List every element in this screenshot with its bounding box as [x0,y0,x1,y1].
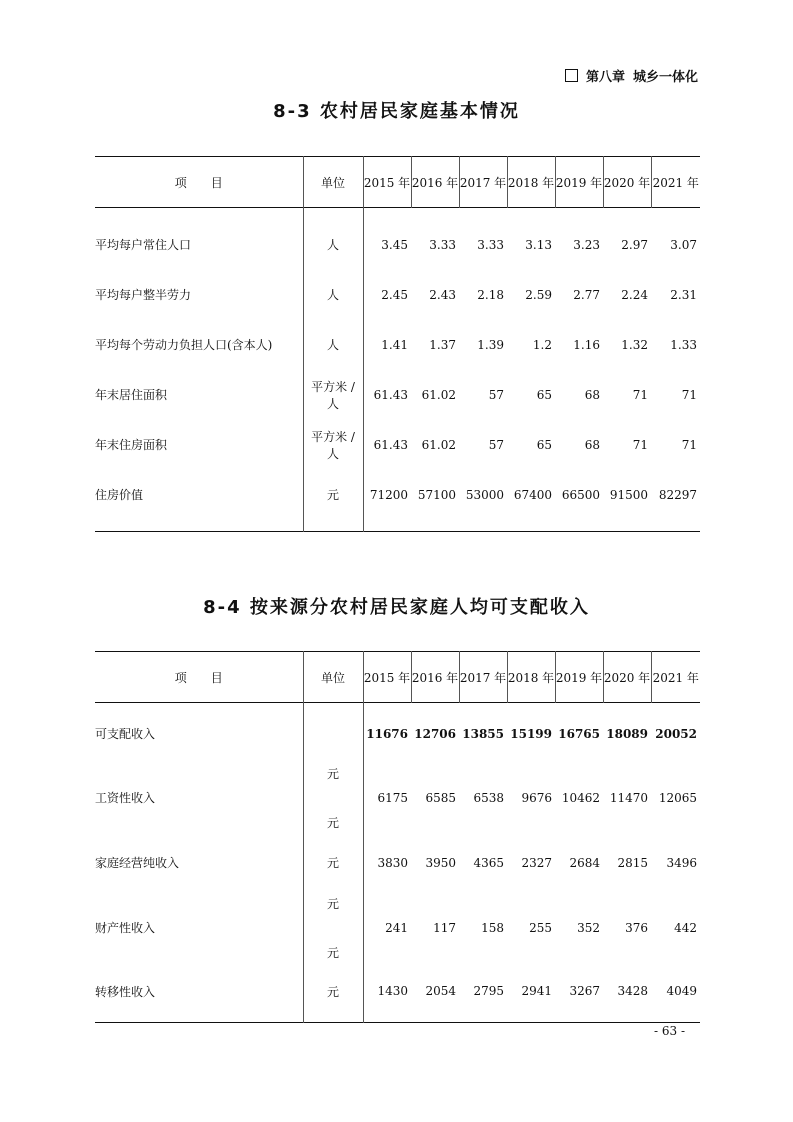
cell-value: 71 [632,437,648,452]
table-row [95,765,700,831]
cell-value: 57 [488,437,504,452]
cell-value: 71 [681,437,697,452]
table-row [95,703,700,765]
cell-value: 241 [385,920,408,935]
row-label: 家庭经营纯收入 [95,856,180,870]
cell-value: 13855 [462,726,504,741]
cell-value: 2795 [473,984,504,999]
page-header [565,66,698,85]
cell-value: 3.33 [429,237,456,252]
cell-value: 2.24 [621,287,648,302]
cell-value: 2.59 [525,287,552,302]
table1-title: 8-3 农村居民家庭基本情况 [273,101,520,122]
row-unit: 平方米 / 人 [303,370,363,420]
row-unit: 元 [303,831,363,895]
cell-value: 1.32 [621,337,648,352]
cell-value: 352 [577,920,600,935]
year-column-header: 2016 年 [411,652,459,703]
cell-value: 3.13 [525,237,552,252]
cell-value: 1430 [377,984,408,999]
cell-value: 442 [674,920,697,935]
row-unit: 元 [303,470,363,520]
cell-value: 3.23 [573,237,600,252]
row-label: 财产性收入 [95,921,156,935]
row-unit-extra: 元 [326,945,339,960]
year-column-header: 2020 年 [603,652,651,703]
item-column-header: 项 目 [95,157,303,208]
cell-value: 71200 [369,487,408,502]
cell-value: 9676 [521,790,552,805]
year-column-header: 2017 年 [459,157,507,208]
cell-value: 1.41 [381,337,408,352]
cell-value: 65 [536,387,552,402]
cell-value: 61.02 [421,387,456,402]
cell-value: 2684 [569,855,600,870]
table-row [95,470,700,520]
cell-value: 6585 [425,790,456,805]
year-column-header: 2019 年 [555,652,603,703]
cell-value: 15199 [510,726,552,741]
cell-value: 16765 [558,726,600,741]
cell-value: 12706 [414,726,456,741]
row-unit: 平方米 / 人 [303,420,363,470]
cell-value: 3.07 [670,237,697,252]
table1-header-row [95,157,700,208]
cell-value: 3496 [666,855,697,870]
year-column-header: 2017 年 [459,652,507,703]
cell-value: 3950 [425,855,456,870]
cell-value: 71 [632,387,648,402]
cell-value: 255 [529,920,552,935]
cell-value: 20052 [655,726,697,741]
row-unit: 人 [303,220,363,270]
cell-value: 6175 [377,790,408,805]
item-column-header: 项 目 [95,652,303,703]
cell-value: 2941 [521,984,552,999]
row-unit: 人 [303,320,363,370]
cell-value: 18089 [606,726,648,741]
cell-value: 11676 [366,726,408,741]
row-label: 工资性收入 [95,791,156,805]
cell-value: 68 [584,387,600,402]
cell-value: 11470 [609,790,648,805]
year-column-header: 2021 年 [652,175,699,190]
cell-value: 2.43 [429,287,456,302]
cell-value: 3428 [617,984,648,999]
cell-value: 117 [433,920,456,935]
row-unit: 元 [303,961,363,1023]
table-row [95,320,700,370]
cell-value: 2.18 [477,287,504,302]
square-bullet-icon [565,69,578,82]
table-row [95,220,700,270]
cell-value: 1.39 [477,337,504,352]
row-unit-extra: 元 [326,815,339,830]
cell-value: 1.37 [429,337,456,352]
cell-value: 68 [584,437,600,452]
row-unit: 元 [326,896,339,911]
cell-value: 2.45 [381,287,408,302]
cell-value: 71 [681,387,697,402]
year-column-header: 2016 年 [411,157,459,208]
cell-value: 3.33 [477,237,504,252]
cell-value: 6538 [473,790,504,805]
chapter-label: 第八章 [585,70,625,85]
row-unit [303,703,363,765]
row-label: 平均每户整半劳力 [95,288,192,302]
unit-column-header: 单位 [303,652,363,703]
cell-value: 2.31 [670,287,697,302]
cell-value: 66500 [561,487,600,502]
table2 [95,651,700,1023]
cell-value: 57100 [417,487,456,502]
unit-column-header: 单位 [303,157,363,208]
row-label: 年末居住面积 [95,388,168,402]
table1 [95,156,700,532]
row-label: 转移性收入 [95,984,156,999]
cell-value: 2815 [617,855,648,870]
cell-value: 1.16 [573,337,600,352]
cell-value: 376 [625,920,648,935]
year-column-header: 2018 年 [507,652,555,703]
cell-value: 2327 [521,855,552,870]
year-column-header: 2015 年 [363,652,411,703]
cell-value: 3.45 [381,237,408,252]
cell-value: 91500 [609,487,648,502]
cell-value: 53000 [465,487,504,502]
cell-value: 61.43 [373,387,408,402]
table-row [95,895,700,961]
year-column-header: 2019 年 [555,157,603,208]
cell-value: 1.2 [532,337,552,352]
cell-value: 1.33 [670,337,697,352]
year-column-header: 2018 年 [507,157,555,208]
row-label: 平均每个劳动力负担人口(含本人) [95,338,273,352]
year-column-header: 2020 年 [603,157,651,208]
table-row [95,831,700,895]
cell-value: 61.43 [373,437,408,452]
row-label: 年末住房面积 [95,438,168,452]
year-column-header: 2015 年 [363,157,411,208]
row-label: 平均每户常住人口 [95,238,192,252]
cell-value: 57 [488,387,504,402]
table2-header-row [95,652,700,703]
cell-value: 4049 [666,984,697,999]
section-label: 城乡一体化 [632,70,698,85]
cell-value: 2054 [425,984,456,999]
row-label: 可支配收入 [95,727,156,742]
cell-value: 3830 [377,855,408,870]
table-row [95,420,700,470]
cell-value: 3267 [569,984,600,999]
page-number: - 63 - [653,1024,685,1038]
cell-value: 2.97 [621,237,648,252]
cell-value: 61.02 [421,437,456,452]
cell-value: 10462 [561,790,600,805]
row-label: 住房价值 [95,488,144,502]
cell-value: 158 [481,920,504,935]
row-unit: 人 [303,270,363,320]
cell-value: 65 [536,437,552,452]
cell-value: 2.77 [573,287,600,302]
table2-title: 8-4 按来源分农村居民家庭人均可支配收入 [203,597,590,618]
table-row [95,270,700,320]
table-row [95,370,700,420]
cell-value: 12065 [658,790,697,805]
cell-value: 82297 [658,487,697,502]
row-unit: 元 [326,766,339,781]
cell-value: 67400 [513,487,552,502]
table-row [95,961,700,1023]
year-column-header: 2021 年 [652,670,699,685]
cell-value: 4365 [473,855,504,870]
